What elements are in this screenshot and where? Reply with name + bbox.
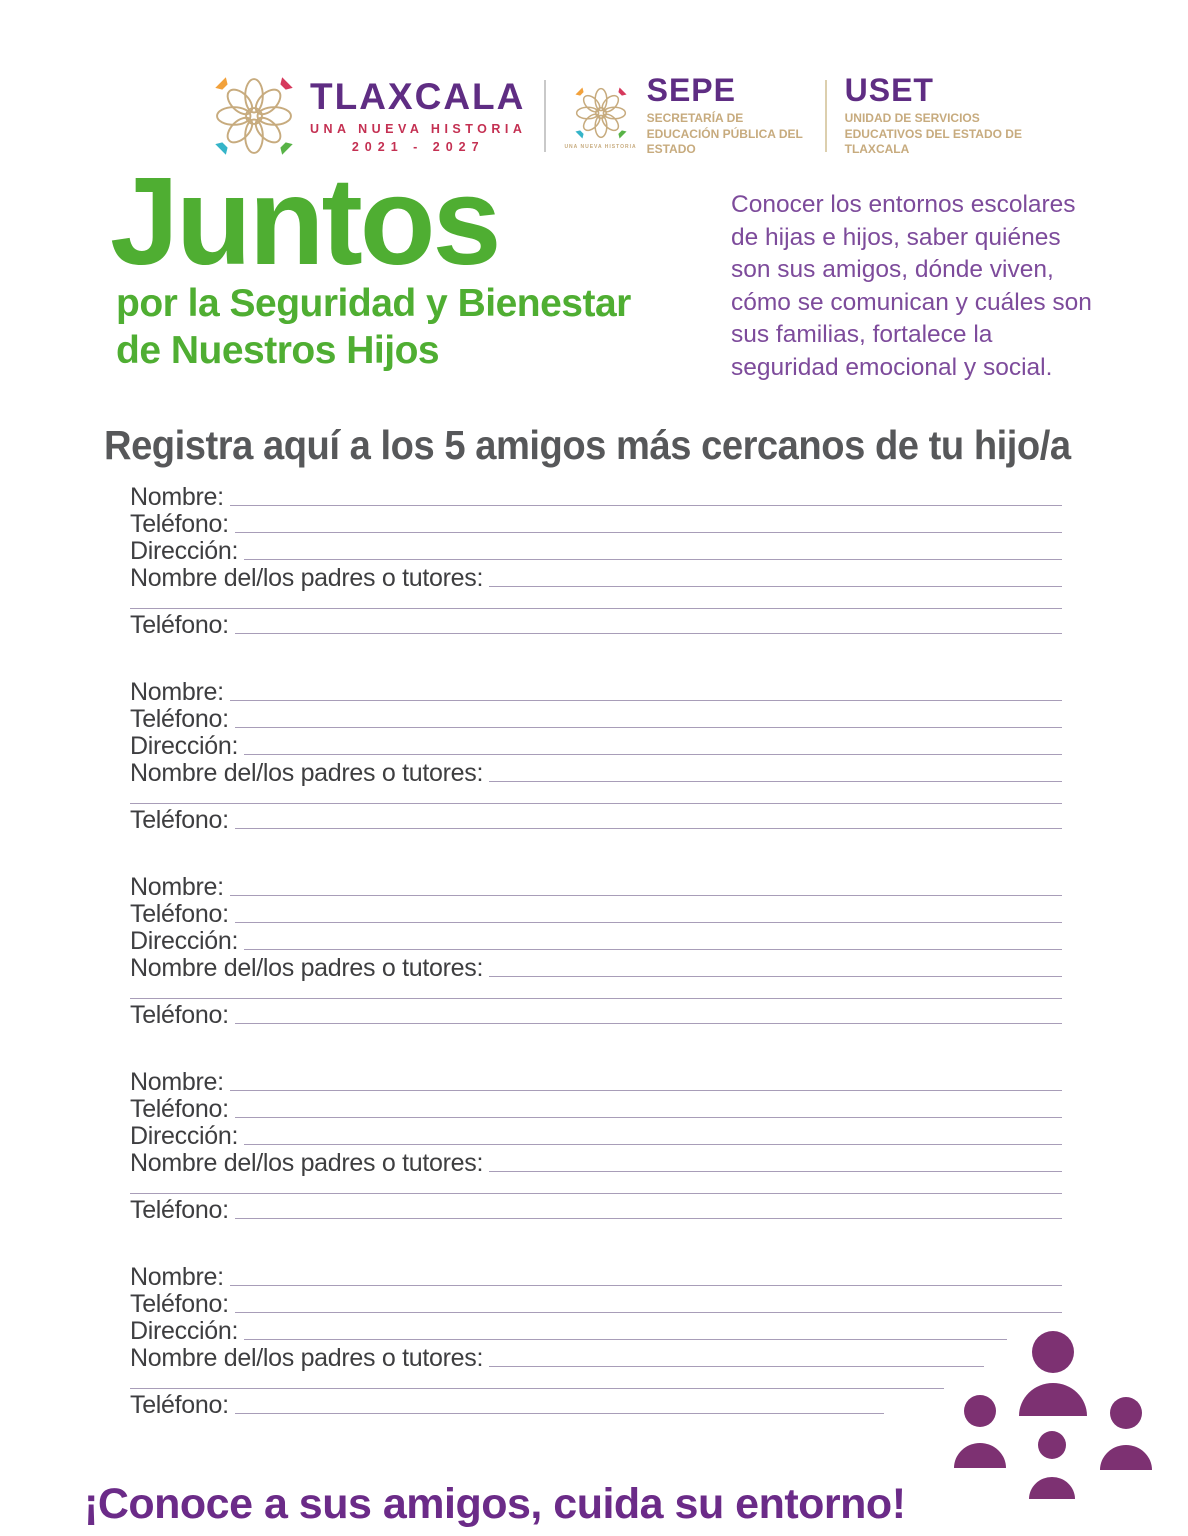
- header-divider: [544, 80, 546, 152]
- name-label: Nombre:: [130, 1068, 224, 1096]
- phone-write-line[interactable]: [235, 1218, 1062, 1219]
- phone-label: Teléfono:: [130, 611, 229, 639]
- address-write-line[interactable]: [244, 1339, 1007, 1340]
- parents-label: Nombre del/los padres o tutores:: [130, 1344, 484, 1372]
- phone-write-line[interactable]: [235, 633, 1062, 634]
- field-row-phone: [130, 1290, 1062, 1317]
- people-group-icon: [945, 1322, 1173, 1522]
- name-write-line[interactable]: [230, 700, 1062, 701]
- phone-label: Teléfono:: [130, 1290, 229, 1318]
- name-write-line[interactable]: [230, 895, 1062, 896]
- phone-label: Teléfono:: [130, 705, 229, 733]
- uset-wordmark: USET: [844, 72, 934, 109]
- person-icon: [954, 1395, 1006, 1468]
- footer-slogan: ¡Conoce a sus amigos, cuida su entorno!: [84, 1480, 906, 1528]
- friend-entry-3: [130, 873, 1062, 1028]
- phone-write-line[interactable]: [235, 727, 1062, 728]
- field-row-phone: [130, 705, 1062, 732]
- field-row-phone: [130, 806, 1062, 833]
- phone-label: Teléfono:: [130, 1196, 229, 1224]
- field-row-address: [130, 927, 1062, 954]
- friend-entry-2: [130, 678, 1062, 833]
- page-title: Juntos: [110, 153, 499, 291]
- field-row-phone: [130, 1095, 1062, 1122]
- friend-entry-5: [130, 1263, 1062, 1418]
- continuation-write-line[interactable]: [130, 803, 1062, 804]
- address-write-line[interactable]: [244, 754, 1062, 755]
- address-label: Dirección:: [130, 927, 239, 955]
- header-divider-2: [825, 80, 827, 152]
- friend-entry-4: [130, 1068, 1062, 1223]
- continuation-write-line[interactable]: [130, 1193, 1062, 1194]
- field-row-phone: [130, 1391, 1062, 1418]
- name-write-line[interactable]: [230, 505, 1062, 506]
- parents-write-line[interactable]: [489, 976, 1062, 977]
- person-icon: [1019, 1331, 1087, 1416]
- sepe-wordmark: SEPE: [646, 72, 736, 109]
- field-row-parents: [130, 759, 1062, 786]
- field-row-name: [130, 1263, 1062, 1290]
- intro-paragraph: Conocer los entornos escolares de hijas e hijos, saber quiénes son sus amigos, dónde viven, cómo se comunican y cuáles son sus familias, fortalece la seguridad emocional y social.: [731, 191, 1092, 381]
- page-subtitle: por la Seguridad y Bienestar de Nuestros Hijos: [116, 282, 631, 372]
- address-label: Dirección:: [130, 537, 239, 565]
- tlaxcala-tagline: UNA NUEVA HISTORIA: [310, 122, 527, 136]
- sepe-emblem-tagline: UNA NUEVA HISTORIA: [564, 143, 637, 150]
- phone-write-line[interactable]: [235, 1413, 884, 1414]
- phone-write-line[interactable]: [235, 922, 1062, 923]
- phone-label: Teléfono:: [130, 1095, 229, 1123]
- form-heading: Registra aquí a los 5 amigos más cercanos de tu hijo/a: [104, 422, 1071, 468]
- phone-write-line[interactable]: [235, 1023, 1062, 1024]
- field-row-name: [130, 1068, 1062, 1095]
- phone-label: Teléfono:: [130, 900, 229, 928]
- name-label: Nombre:: [130, 483, 224, 511]
- field-row-parents: [130, 1149, 1062, 1176]
- phone-label: Teléfono:: [130, 806, 229, 834]
- address-label: Dirección:: [130, 1122, 239, 1150]
- field-row-address: [130, 732, 1062, 759]
- parents-write-line[interactable]: [489, 1171, 1062, 1172]
- address-label: Dirección:: [130, 1317, 239, 1345]
- tlaxcala-brand: [210, 70, 526, 162]
- field-row-name: [130, 678, 1062, 705]
- uset-brand: [845, 74, 1050, 158]
- phone-write-line[interactable]: [235, 532, 1062, 533]
- tlaxcala-years: 2021 - 2027: [351, 140, 485, 154]
- field-row-parents: [130, 1344, 1062, 1371]
- field-row-parents: [130, 564, 1062, 591]
- field-row-phone: [130, 1196, 1062, 1223]
- field-row-name: [130, 873, 1062, 900]
- address-label: Dirección:: [130, 732, 239, 760]
- name-label: Nombre:: [130, 873, 224, 901]
- field-row-continuation: [130, 1383, 1062, 1389]
- field-row-phone: [130, 611, 1062, 638]
- friends-form: [130, 483, 1062, 1458]
- phone-label: Teléfono:: [130, 1001, 229, 1029]
- parents-write-line[interactable]: [489, 586, 1062, 587]
- address-write-line[interactable]: [244, 1144, 1062, 1145]
- field-row-continuation: [130, 798, 1062, 804]
- sepe-subtitle: SECRETARÍA DE EDUCACIÓN PÚBLICA DEL ESTADO: [646, 111, 803, 157]
- field-row-phone: [130, 510, 1062, 537]
- parents-label: Nombre del/los padres o tutores:: [130, 1149, 484, 1177]
- parents-write-line[interactable]: [489, 781, 1062, 782]
- tlaxcala-wordmark: TLAXCALA: [310, 76, 526, 117]
- parents-label: Nombre del/los padres o tutores:: [130, 564, 484, 592]
- field-row-address: [130, 1122, 1062, 1149]
- sepe-flower-icon: [572, 83, 630, 143]
- field-row-name: [130, 483, 1062, 510]
- field-row-address: [130, 1317, 1062, 1344]
- name-write-line[interactable]: [230, 1090, 1062, 1091]
- parents-label: Nombre del/los padres o tutores:: [130, 759, 484, 787]
- phone-label: Teléfono:: [130, 1391, 229, 1419]
- field-row-phone: [130, 900, 1062, 927]
- address-write-line[interactable]: [244, 949, 1062, 950]
- phone-write-line[interactable]: [235, 1117, 1062, 1118]
- continuation-write-line[interactable]: [130, 998, 1062, 999]
- field-row-address: [130, 537, 1062, 564]
- sepe-brand: [564, 74, 806, 158]
- person-icon: [1100, 1397, 1152, 1470]
- field-row-continuation: [130, 603, 1062, 609]
- continuation-write-line[interactable]: [130, 608, 1062, 609]
- address-write-line[interactable]: [244, 559, 1062, 560]
- name-write-line[interactable]: [230, 1285, 1062, 1286]
- continuation-write-line[interactable]: [130, 1388, 944, 1389]
- uset-subtitle: UNIDAD DE SERVICIOS EDUCATIVOS DEL ESTADO DE TLAXCALA: [844, 111, 1022, 157]
- phone-label: Teléfono:: [130, 510, 229, 538]
- header: [210, 70, 1050, 162]
- tlaxcala-flower-icon: [210, 70, 298, 162]
- field-row-phone: [130, 1001, 1062, 1028]
- name-label: Nombre:: [130, 1263, 224, 1291]
- name-label: Nombre:: [130, 678, 224, 706]
- field-row-continuation: [130, 1188, 1062, 1194]
- friend-entry-1: [130, 483, 1062, 638]
- parents-write-line[interactable]: [489, 1366, 984, 1367]
- parents-label: Nombre del/los padres o tutores:: [130, 954, 484, 982]
- person-icon: [1029, 1431, 1075, 1499]
- phone-write-line[interactable]: [235, 828, 1062, 829]
- phone-write-line[interactable]: [235, 1312, 1062, 1313]
- field-row-parents: [130, 954, 1062, 981]
- field-row-continuation: [130, 993, 1062, 999]
